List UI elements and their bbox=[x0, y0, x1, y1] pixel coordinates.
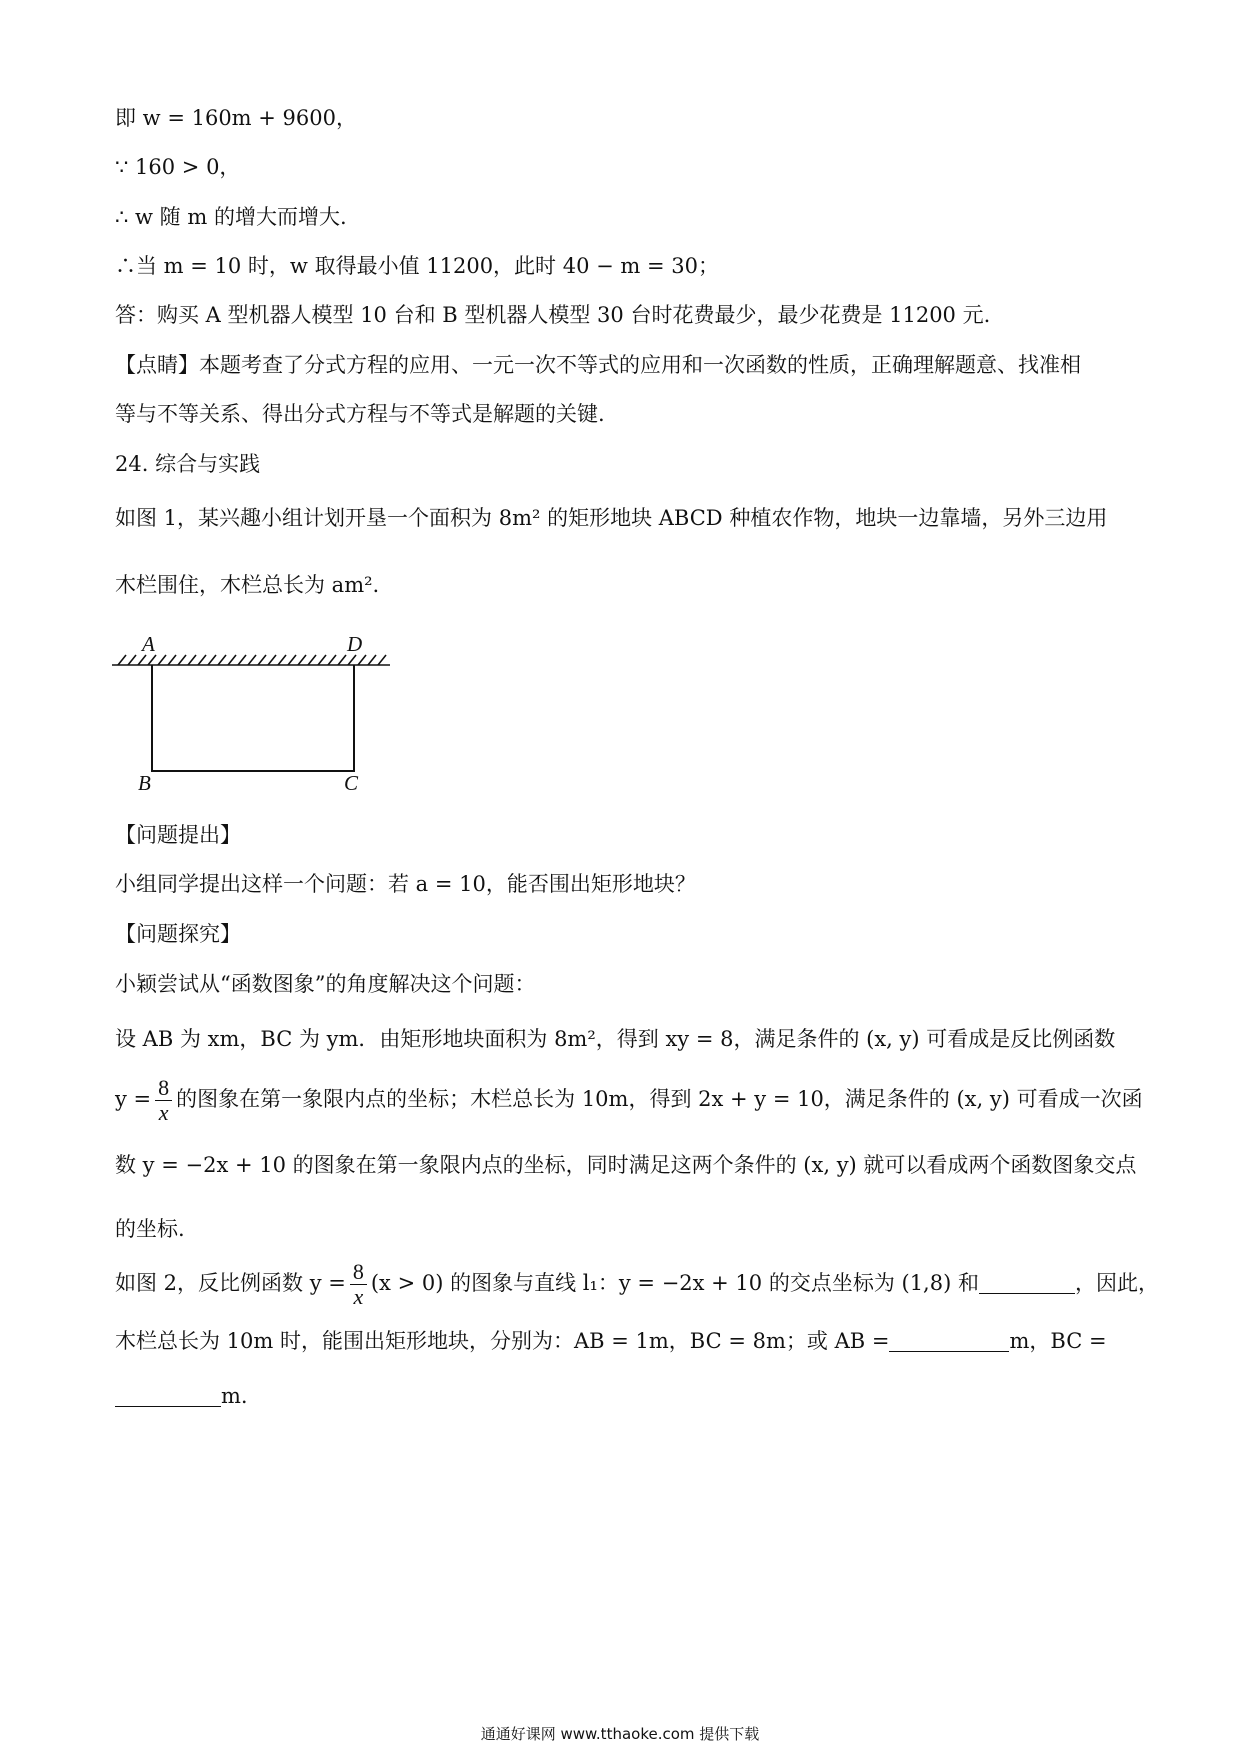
answer-blank-intersection[interactable] bbox=[979, 1271, 1075, 1294]
question-heading: 24. 综合与实践 bbox=[115, 452, 261, 476]
figure-2-text bbox=[115, 1254, 1159, 1312]
answer-blank-bc[interactable] bbox=[115, 1384, 221, 1407]
solution-line-3: ∴ w 随 m 的增大而增大. bbox=[115, 205, 347, 229]
explore-text-4: 数 y = −2x + 10 的图象在第一象限内点的坐标，同时满足这两个条件的 (x, y) 就可以看成两个函数图象交点 bbox=[115, 1153, 1137, 1177]
result-line-2-tail: m. bbox=[221, 1384, 248, 1408]
question-text-2: 木栏围住，木栏总长为 am². bbox=[115, 573, 380, 597]
result-line-2 bbox=[115, 1381, 248, 1411]
explore-text-3 bbox=[115, 1070, 1143, 1128]
result-line bbox=[115, 1326, 1107, 1356]
fraction-denominator: x bbox=[158, 1100, 169, 1125]
wall-line bbox=[112, 655, 390, 665]
explore-text-2: 设 AB 为 xm，BC 为 ym．由矩形地块面积为 8m²，得到 xy = 8，满足条件的 (x, y) 可看成是反比例函数 bbox=[115, 1027, 1116, 1051]
solution-line-1: 即 w = 160m + 9600， bbox=[115, 106, 357, 130]
fraction-8-over-x-2 bbox=[350, 1260, 367, 1309]
explore-text-3-lead: y = bbox=[115, 1087, 152, 1111]
page-footer: 通通好课网 www.tthaoke.com 提供下载 bbox=[480, 1725, 760, 1743]
section-heading-question: 【问题提出】 bbox=[115, 823, 241, 847]
explore-text-5: 的坐标. bbox=[115, 1217, 185, 1241]
fence-sides bbox=[152, 665, 354, 771]
question-prompt: 小组同学提出这样一个问题：若 a = 10，能否围出矩形地块？ bbox=[115, 872, 696, 896]
fraction-numerator-2: 8 bbox=[350, 1260, 367, 1285]
fraction-denominator-2: x bbox=[353, 1284, 364, 1309]
vertex-label-a: A bbox=[142, 632, 155, 656]
vertex-label-c: C bbox=[344, 771, 359, 795]
solution-line-4: ∴当 m = 10 时，w 取得最小值 11200，此时 40 − m = 30； bbox=[115, 254, 719, 278]
fraction-8-over-x bbox=[155, 1076, 172, 1125]
figure-2-text-mid: (x > 0) 的图象与直线 l₁：y = −2x + 10 的交点坐标为 (1,8) 和 bbox=[370, 1271, 979, 1295]
section-heading-explore: 【问题探究】 bbox=[115, 922, 241, 946]
question-text-1: 如图 1，某兴趣小组计划开垦一个面积为 8m² 的矩形地块 ABCD 种植农作物，地块一边靠墙，另外三边用 bbox=[115, 506, 1108, 530]
answer-line: 答：购买 A 型机器人模型 10 台和 B 型机器人模型 30 台时花费最少，最少花费是 11200 元. bbox=[115, 303, 991, 327]
solution-line-2: ∵ 160 > 0， bbox=[115, 155, 241, 179]
fraction-numerator: 8 bbox=[155, 1076, 172, 1101]
result-line-lead: 木栏总长为 10m 时，能围出矩形地块，分别为：AB = 1m，BC = 8m；或 AB = bbox=[115, 1329, 890, 1353]
figure-2-text-lead: 如图 2，反比例函数 y = bbox=[115, 1271, 346, 1295]
figure-1-rectangle bbox=[110, 625, 400, 795]
comment-line-1: 【点睛】本题考查了分式方程的应用、一元一次不等式的应用和一次函数的性质，正确理解题意、找准相 bbox=[115, 353, 1081, 377]
vertex-label-d: D bbox=[347, 632, 363, 656]
explore-text-1: 小颖尝试从“函数图象”的角度解决这个问题： bbox=[115, 972, 536, 996]
explore-text-3-rest: 的图象在第一象限内点的坐标；木栏总长为 10m，得到 2x + y = 10，满足条件的 (x, y) 可看成一次函 bbox=[176, 1087, 1143, 1111]
result-line-mid: m，BC = bbox=[1009, 1329, 1107, 1353]
figure-2-text-tail: ，因此， bbox=[1074, 1271, 1159, 1295]
comment-line-2: 等与不等关系、得出分式方程与不等式是解题的关键. bbox=[115, 402, 605, 426]
answer-blank-ab[interactable] bbox=[889, 1329, 1009, 1352]
vertex-label-b: B bbox=[138, 771, 151, 795]
